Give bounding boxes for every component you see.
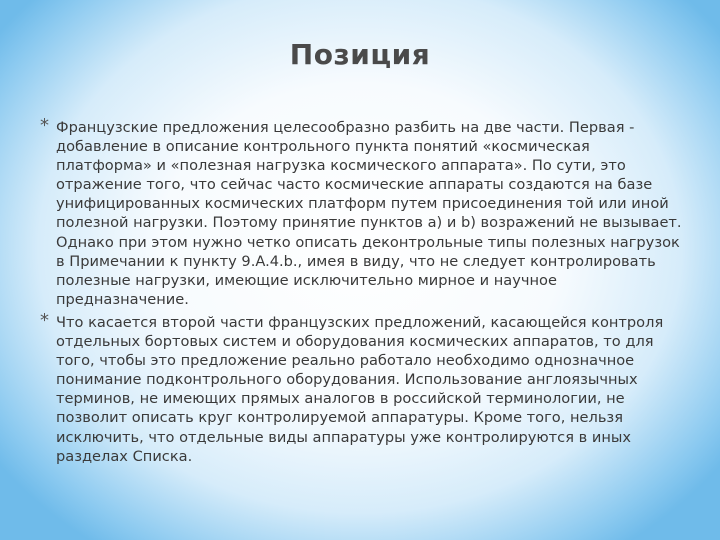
- bullet-text: Что касается второй части французских предложений, касающейся контроля отдельных бортовых систем и оборудования космических аппаратов, то для того, чтобы это предложение реально работало необходимо однозначное понимание подконтрольного оборудования. Использование англоязычных терминов, не имеющих прямых аналогов в российской терминологии, не позволит описать круг контролируемой аппаратуры. Кроме того, нельзя исключить, что отдельные виды аппаратуры уже контролируются в иных разделах Списка.: [56, 313, 664, 465]
- bullet-item: [36, 115, 688, 309]
- slide-title: Позиция: [289, 38, 431, 71]
- bullet-item: [36, 309, 688, 466]
- bullet-list: [36, 115, 688, 470]
- bullet-text: Французские предложения целесообразно разбить на две части. Первая - добавление в описание контрольного пункта понятий «космическая платформа» и «полезная нагрузка космического аппарата». По сути, это отражение того, что сейчас часто космические аппараты создаются на базе унифицированных космических платформ путем присоединения той или иной полезной нагрузки. Поэтому принятие пунктов а) и b) возражений не вызывает. Однако при этом нужно четко описать деконтрольные типы полезных нагрузок в Примечании к пункту 9.A.4.b., имея в виду, что не следует контролировать полезные нагрузки, имеющие исключительно мирное и научное предназначение.: [56, 119, 682, 308]
- bullet-marker: *: [40, 309, 49, 331]
- bullet-marker: *: [40, 115, 49, 136]
